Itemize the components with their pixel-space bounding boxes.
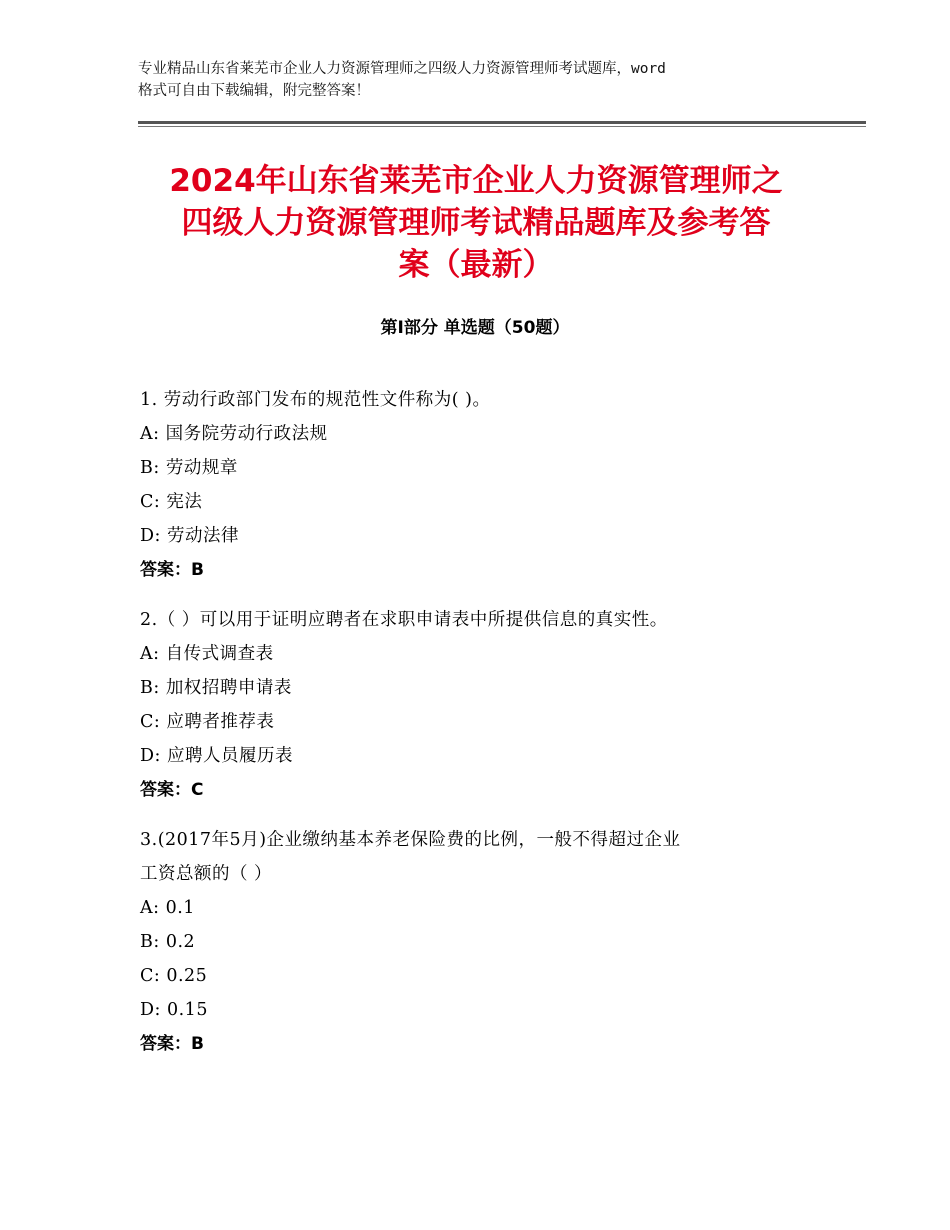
option-b: B: 0.2 <box>140 932 196 952</box>
answer-label: 答案：B <box>140 1034 204 1054</box>
option-c: C: 宪法 <box>140 492 203 512</box>
question-list <box>140 383 820 1077</box>
header-divider-thick <box>138 121 866 124</box>
question-stem: 1. 劳动行政部门发布的规范性文件称为( )。 <box>140 390 491 410</box>
header-note-line-1: 专业精品山东省莱芜市企业人力资源管理师之四级人力资源管理师考试题库，word <box>138 61 666 77</box>
header-note <box>138 58 838 102</box>
question-stem: 2.（ ）可以用于证明应聘者在求职申请表中所提供信息的真实性。 <box>140 610 668 630</box>
option-d: D: 劳动法律 <box>140 526 239 546</box>
option-a: A: 国务院劳动行政法规 <box>140 424 328 444</box>
question-3 <box>140 823 820 1061</box>
section-title: 第Ⅰ部分 单选题（50题） <box>380 318 570 338</box>
document-title <box>120 160 832 286</box>
option-a: A: 0.1 <box>140 898 195 918</box>
option-a: A: 自传式调查表 <box>140 644 274 664</box>
option-d: D: 0.15 <box>140 1000 208 1020</box>
question-1 <box>140 383 820 587</box>
header-note-line-2: 格式可自由下载编辑，附完整答案！ <box>138 83 370 99</box>
answer-label: 答案：C <box>140 780 204 800</box>
question-stem-line-2: 工资总额的（ ） <box>140 864 273 884</box>
document-title-line-2: 四级人力资源管理师考试精品题库及参考答 <box>181 205 771 241</box>
option-c: C: 应聘者推荐表 <box>140 712 275 732</box>
option-d: D: 应聘人员履历表 <box>140 746 293 766</box>
question-2 <box>140 603 820 807</box>
option-b: B: 劳动规章 <box>140 458 238 478</box>
header-divider-thin <box>138 126 866 127</box>
document-title-line-3: 案（最新） <box>398 247 554 283</box>
answer-label: 答案：B <box>140 560 204 580</box>
option-b: B: 加权招聘申请表 <box>140 678 292 698</box>
option-c: C: 0.25 <box>140 966 208 986</box>
document-title-line-1: 2024年山东省莱芜市企业人力资源管理师之 <box>169 163 783 199</box>
question-stem-line-1: 3.(2017年5月)企业缴纳基本养老保险费的比例，一般不得超过企业 <box>140 830 681 850</box>
